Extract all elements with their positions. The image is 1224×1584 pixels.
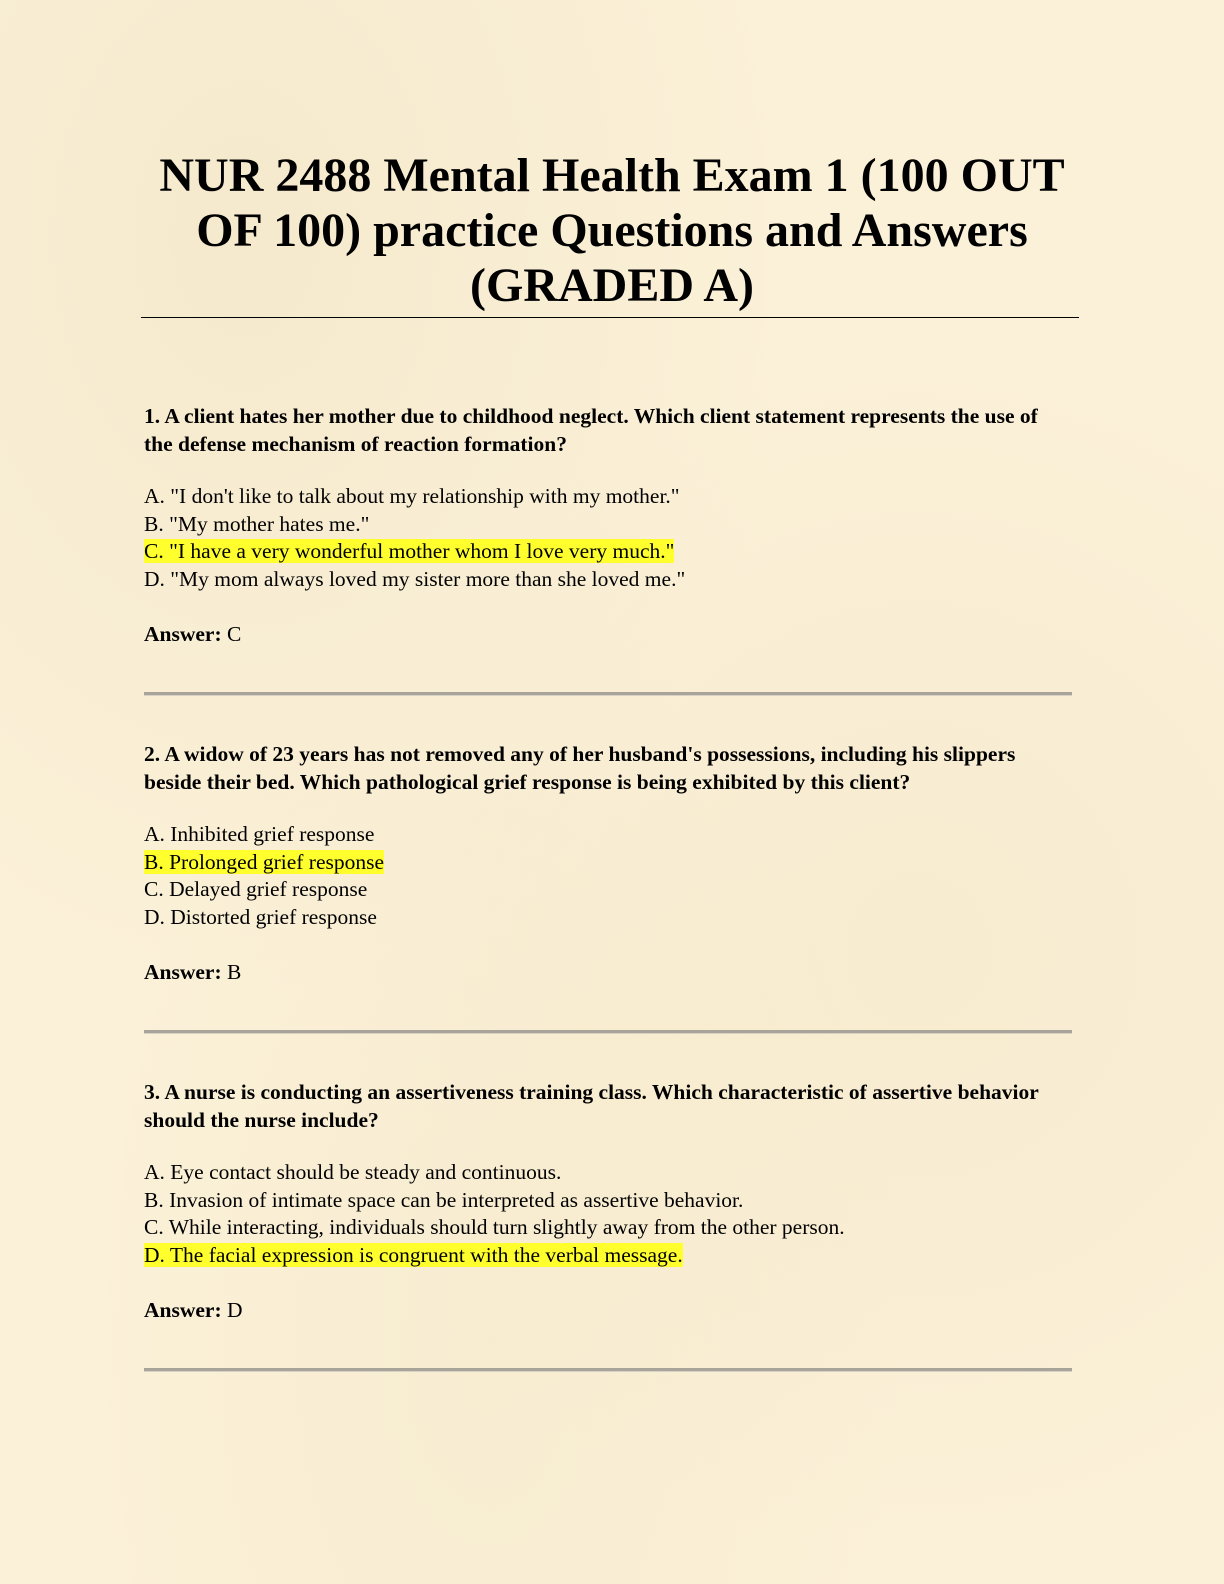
- option-list: [144, 821, 1080, 931]
- option-a: A. "I don't like to talk about my relationship with my mother.": [144, 484, 680, 508]
- option-d: D. "My mom always loved my sister more than she loved me.": [144, 566, 686, 591]
- answer-value: D: [227, 1298, 243, 1322]
- page-title: NUR 2488 Mental Health Exam 1 (100 OUT OF 100) practice Questions and Answers (GRADED A): [159, 149, 1065, 312]
- question-2: [144, 740, 1080, 986]
- option-b: B. Invasion of intimate space can be interpreted as assertive behavior.: [144, 1187, 744, 1212]
- question-divider: [144, 692, 1072, 696]
- question-divider: [144, 1030, 1072, 1034]
- option-d-correct: [144, 1242, 1080, 1270]
- title-underline: [141, 317, 1079, 318]
- option-b: B. "My mother hates me.": [144, 511, 370, 536]
- option-c-correct: [144, 538, 1080, 566]
- answer-line: [144, 620, 1080, 648]
- answer-highlight: C. "I have a very wonderful mother whom I love very much.": [144, 539, 675, 563]
- option-list: [144, 483, 1080, 593]
- option-c: C. While interacting, individuals should turn slightly away from the other person.: [144, 1215, 845, 1239]
- option-b-correct: [144, 849, 1080, 877]
- document-page: [144, 148, 1080, 1416]
- answer-label: Answer:: [144, 960, 222, 984]
- answer-value: B: [227, 960, 242, 984]
- question-text: 1. A client hates her mother due to childhood neglect. Which client statement represents the use of the defense mechanism of reaction formation?: [144, 404, 1038, 456]
- question-text: 3. A nurse is conducting an assertiveness training class. Which characteristic of assertive behavior should the nurse include?: [144, 1080, 1039, 1132]
- option-a: A. Eye contact should be steady and continuous.: [144, 1160, 562, 1184]
- question-1: [144, 402, 1080, 648]
- answer-label: Answer:: [144, 622, 222, 646]
- option-c: C. Delayed grief response: [144, 877, 368, 901]
- answer-line: [144, 1296, 1080, 1324]
- answer-highlight: B. Prolonged grief response: [144, 849, 385, 874]
- answer-value: C: [227, 622, 242, 646]
- answer-highlight: D. The facial expression is congruent with the verbal message.: [144, 1242, 683, 1267]
- question-divider: [144, 1368, 1072, 1372]
- option-d: D. Distorted grief response: [144, 904, 377, 929]
- question-3: [144, 1078, 1080, 1324]
- option-list: [144, 1159, 1080, 1269]
- answer-label: Answer:: [144, 1298, 222, 1322]
- option-a: A. Inhibited grief response: [144, 822, 375, 846]
- question-text: 2. A widow of 23 years has not removed any of her husband's possessions, including his slippers beside their bed. Which pathological grief response is being exhibited by this client?: [144, 742, 1016, 794]
- answer-line: [144, 958, 1080, 986]
